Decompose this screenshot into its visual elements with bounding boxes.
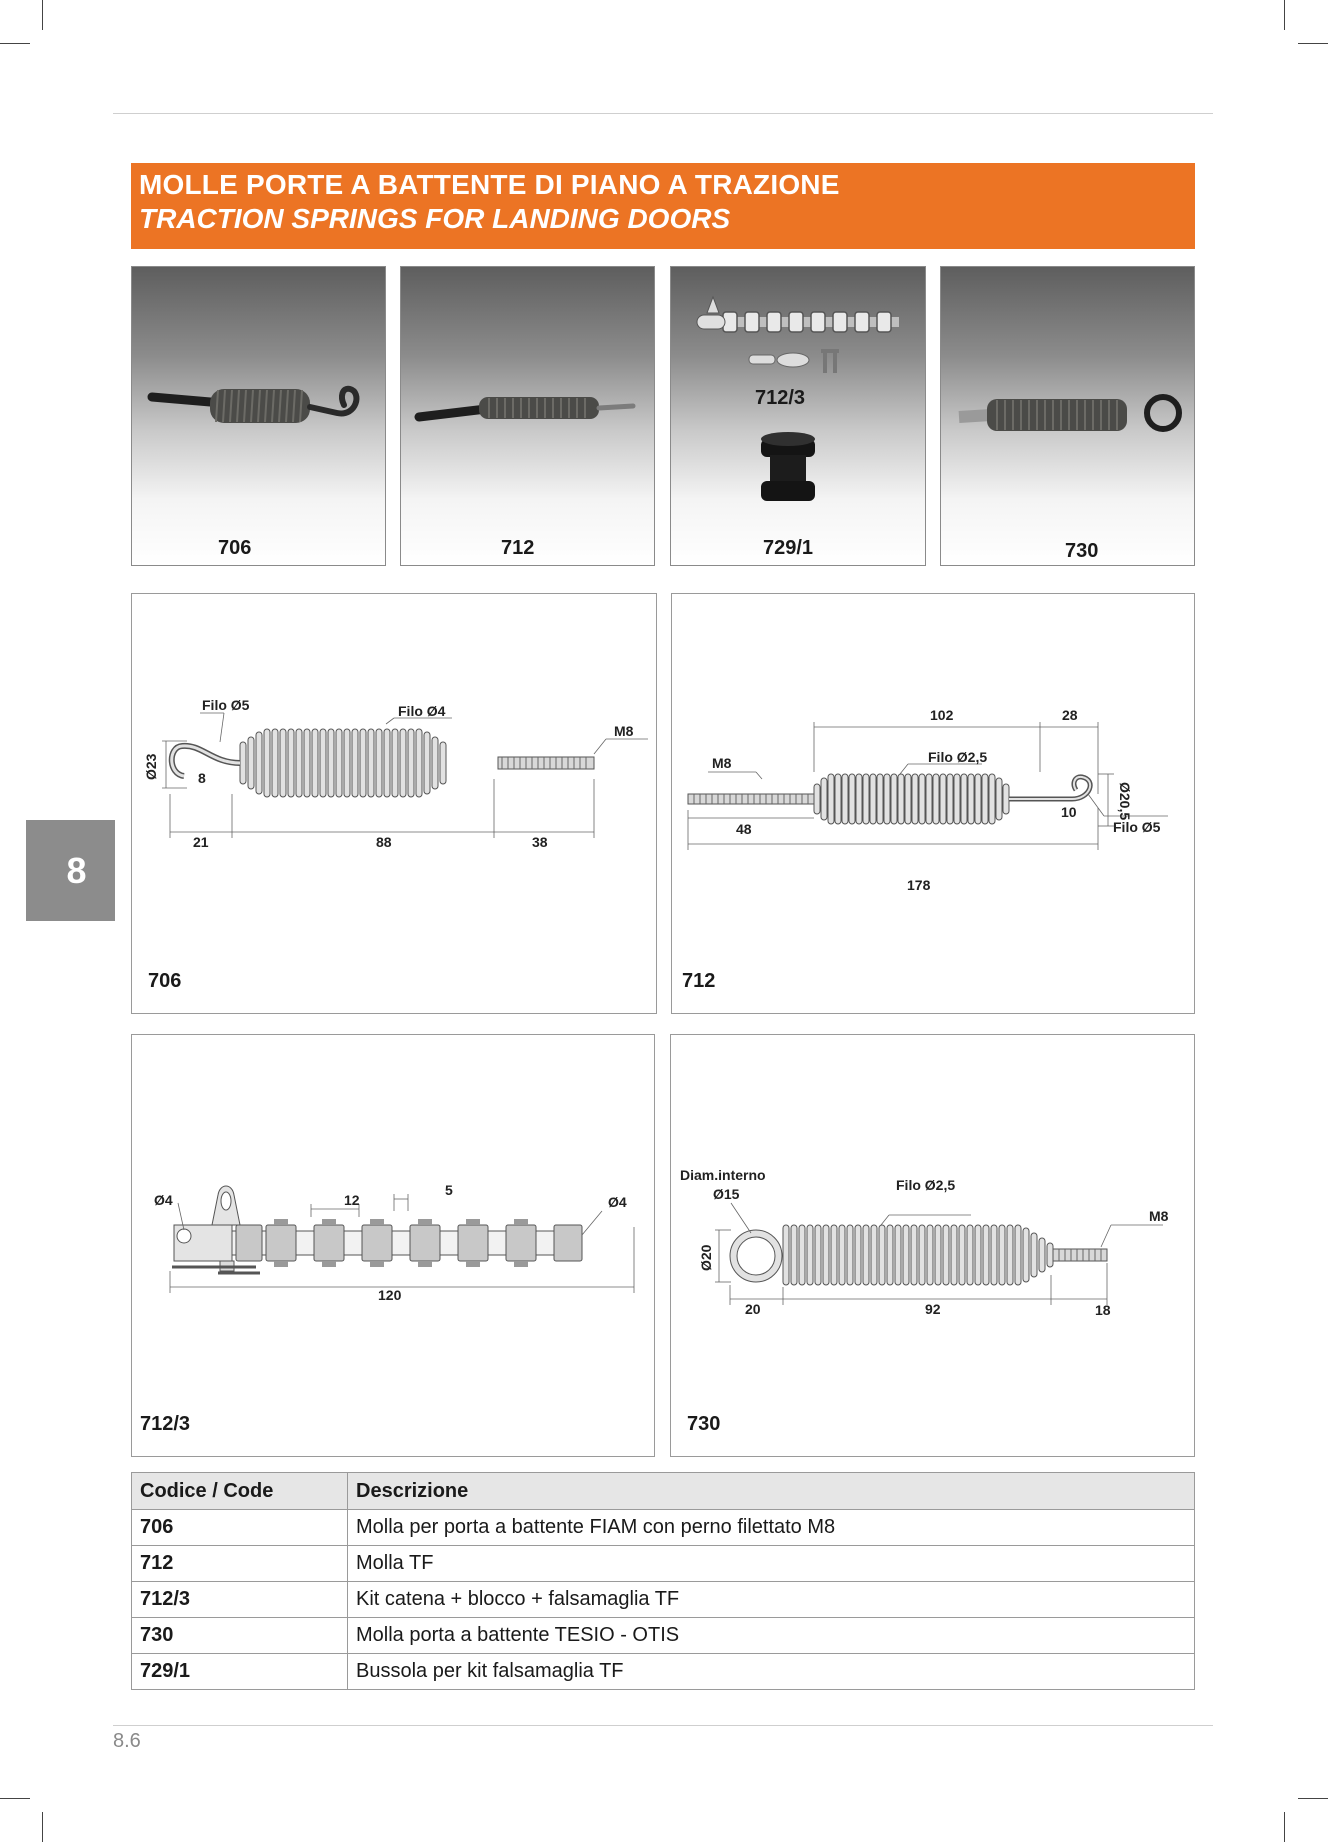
crop-mark [0,1798,30,1799]
spring-706-photo [132,267,387,567]
table-header-row [132,1473,1195,1510]
diameter-label: Ø20 [698,1244,714,1271]
table-row [132,1546,1195,1582]
page-number: 8.6 [113,1730,141,1752]
thread-label: M8 [614,723,634,739]
spring-712-drawing [672,594,1196,1015]
inner-diameter-label: Diam.interno [680,1167,766,1183]
chain-712-3-drawing [132,1035,656,1458]
row-code: 712/3 [132,1582,348,1618]
crop-mark [1284,1812,1285,1842]
dim-total-length: 178 [907,877,931,893]
drawing-code: 706 [148,970,182,992]
header-rule [113,113,1213,114]
dim-thread-length: 48 [736,821,752,837]
row-code: 730 [132,1618,348,1654]
diameter-label: Ø23 [143,753,159,780]
spring-706-drawing [132,594,658,1015]
photo-code-2: 729/1 [763,537,814,559]
row-code: 706 [132,1510,348,1546]
dim-body-length: 88 [376,834,392,850]
hole-left-label: Ø4 [154,1192,173,1208]
spring-730-drawing [671,1035,1196,1458]
column-header-description: Descrizione [348,1473,1195,1510]
pitch-label: 12 [344,1192,360,1208]
hole-right-label: Ø4 [608,1194,627,1210]
column-header-code: Codice / Code [132,1473,348,1510]
dim-hook-length: 21 [193,834,209,850]
dim-total-length: 120 [378,1287,402,1303]
spring-730-photo [941,267,1196,567]
inner-diameter-value: Ø15 [713,1186,740,1202]
spring-712-photo [401,267,656,567]
dim-thread-length: 38 [532,834,548,850]
photo-712-3-729-1 [670,266,926,566]
table-row [132,1510,1195,1546]
title-english: TRACTION SPRINGS FOR LANDING DOORS [139,203,731,234]
table-row [132,1654,1195,1690]
thread-label: M8 [1149,1208,1169,1224]
row-description: Molla per porta a battente FIAM con perno filettato M8 [348,1510,1195,1546]
chain-and-bushing-photo [671,267,927,567]
drawing-code: 712 [682,970,716,992]
thread-label: M8 [712,755,732,771]
photo-706 [131,266,386,566]
row-description: Kit catena + blocco + falsamaglia TF [348,1582,1195,1618]
hook-label: 10 [1061,804,1077,820]
dim-ring-length: 20 [745,1301,761,1317]
photo-code: 706 [218,537,252,559]
photo-730 [940,266,1195,566]
crop-mark [42,1812,43,1842]
gap-label: 5 [445,1182,453,1198]
photo-code: 712 [501,537,535,559]
crop-mark [42,0,43,30]
crop-mark [0,43,30,44]
photo-code: 712/3 [755,387,806,409]
product-table [131,1472,1195,1690]
dim-thread-length: 18 [1095,1302,1111,1318]
wire-body-label: Filo Ø2,5 [896,1177,956,1193]
row-code: 712 [132,1546,348,1582]
drawing-706 [131,593,657,1014]
wire-hook-label: Filo Ø5 [202,697,250,713]
hook-label: 8 [198,770,206,786]
photo-code: 730 [1065,540,1099,562]
dim-hook-length: 28 [1062,707,1078,723]
row-description: Molla TF [348,1546,1195,1582]
table-row [132,1582,1195,1618]
section-banner [131,163,1195,249]
drawing-712 [671,593,1195,1014]
diameter-label: Ø20,5 [1117,782,1133,821]
chapter-tab: 8 [26,820,115,921]
wire-body-label: Filo Ø2,5 [928,749,988,765]
drawing-code: 712/3 [140,1413,191,1435]
row-description: Molla porta a battente TESIO - OTIS [348,1618,1195,1654]
row-code: 729/1 [132,1654,348,1690]
dim-body-length: 102 [930,707,954,723]
wire-body-label: Filo Ø4 [398,703,446,719]
drawing-code: 730 [687,1413,721,1435]
drawing-712-3 [131,1034,655,1457]
dim-body-length: 92 [925,1301,941,1317]
photo-712 [400,266,655,566]
table-row [132,1618,1195,1654]
crop-mark [1298,43,1328,44]
title-italian: MOLLE PORTE A BATTENTE DI PIANO A TRAZIONE [139,169,840,200]
wire-hook-label: Filo Ø5 [1113,819,1161,835]
footer-rule [113,1725,1213,1726]
crop-mark [1284,0,1285,30]
crop-mark [1298,1798,1328,1799]
drawing-730 [670,1034,1195,1457]
row-description: Bussola per kit falsamaglia TF [348,1654,1195,1690]
